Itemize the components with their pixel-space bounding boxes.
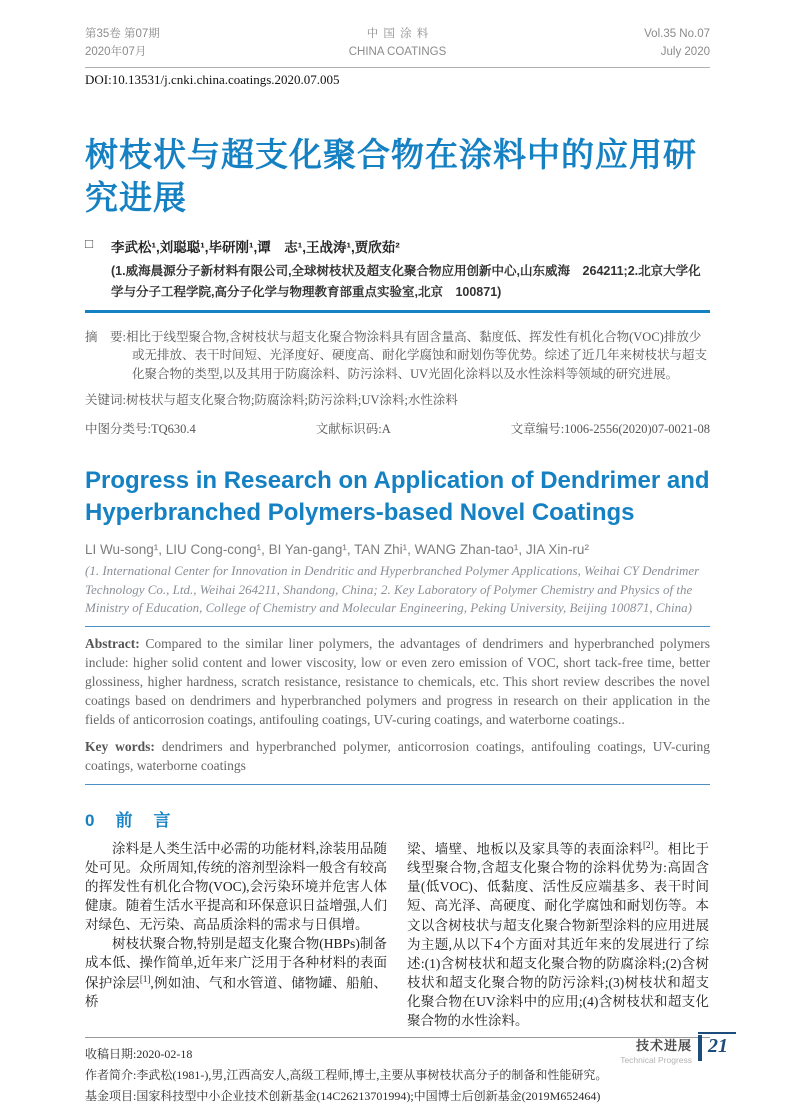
- affiliation-cn: (1.威海晨源分子新材料有限公司,全球树枝状及超支化聚合物应用创新中心,山东威海 264211;2.北京大学化学与分子工程学院,高分子化学与物理教育部重点实验室,北京 100871): [111, 264, 701, 300]
- journal-name-cn: 中国涂料: [366, 28, 434, 40]
- keywords-en-text: dendrimers and hyperbranched polymer, anticorrosion coatings, antifouling coatings, UV-curing coatings, waterborne coatings: [85, 738, 710, 773]
- abstract-cn-text: 相比于线型聚合物,含树枝状与超支化聚合物涂料具有固含量高、黏度低、挥发性有机化合物(VOC)排放少或无排放、表干时间短、光泽度好、硬度高、耐化学腐蚀和耐划伤等优势。综述了近几年来树枝状与超支化聚合物的类型,以及其用于防腐涂料、防污涂料、UV光固化涂料以及水性涂料等领域的研究进展。: [125, 329, 708, 382]
- abstract-section-cn: [85, 328, 710, 439]
- article-id: 文章编号:1006-2556(2020)07-0021-08: [510, 421, 710, 436]
- volume-issue-en: Vol.35 No.07: [644, 28, 710, 40]
- body-column-left: [85, 839, 387, 1031]
- abstract-en-text: Compared to the similar liner polymers, the advantages of dendrimers and hyperbranched polymers include: higher solid content and lower viscosity, low or even zero emission of VOC, short tack-free time, better glossiness, higher hardness, scratch resistance, resistance to chemicals, etc. This short review describes the novel coatings based on dendrimers and hyperbranched polymers and progress in research on their application in the fields of anticorrosion coatings, antifouling coatings, UV-curing coatings, and waterborne coatings..: [85, 636, 711, 727]
- abstract-cn-paragraph: [85, 328, 710, 384]
- body-paragraph-2: 树枝状聚合物,特别是超支化聚合物(HBPs)制备成本低、操作简单,近年来广泛用于各种材料的表面保护涂层[1],例如油、气和水管道、储物罐、船舶、桥: [85, 936, 388, 1010]
- section-heading-0: 0 前 言: [85, 810, 173, 830]
- doi-line: DOI:10.13531/j.cnki.china.coatings.2020.07.005: [85, 71, 340, 87]
- footer-section-cn: 技术进展: [635, 1038, 692, 1053]
- header-divider: [85, 67, 710, 68]
- footnotes: [85, 1044, 710, 1107]
- keywords-cn-label: 关键词:: [85, 392, 126, 407]
- journal-name: [349, 26, 447, 62]
- page-footer: [620, 1032, 736, 1065]
- page-number: 21: [698, 1035, 736, 1061]
- document-code: 文献标识码:A: [315, 421, 391, 436]
- article-title-en: Progress in Research on Application of Dendrimer and Hyperbranched Polymers-based Novel Coatings: [85, 467, 710, 527]
- volume-issue-cn: 第35卷 第07期: [85, 28, 160, 40]
- blue-divider-thin-1: [85, 626, 710, 627]
- authors-cn-row: [85, 236, 710, 256]
- blue-divider-thin-2: [85, 784, 710, 785]
- author-marker-square: □: [85, 236, 94, 252]
- body-columns: [85, 839, 710, 1031]
- keywords-cn-text: 树枝状与超支化聚合物;防腐涂料;防污涂料;UV涂料;水性涂料: [125, 392, 458, 407]
- footnote-divider: [85, 1037, 710, 1038]
- keywords-en-label: Key words:: [85, 738, 155, 754]
- body-column-right: [407, 839, 709, 1031]
- issue-info-cn: [85, 26, 245, 62]
- issue-info-en: [550, 26, 710, 62]
- abstract-section-en: [85, 635, 710, 775]
- body-paragraph-1: 涂料是人类生活中必需的功能材料,涂装用品随处可见。众所周知,传统的溶剂型涂料一般含有较高的挥发性有机化合物(VOC),会污染环境并危害人体健康。随着生活水平提高和环保意识日益增强,人们对绿色、无污染、高品质涂料的需求与日俱增。: [85, 840, 387, 933]
- affiliation-en: (1. International Center for Innovation in Dendritic and Hyperbranched Polymer Applications, Weihai CY Dendrimer Technology Co., Ltd., Weihai 264211, Shandong, China; 2. Key Laboratory of Polymer Chemistry and Physics of the Ministry of Education, College of Chemistry and Molecular Engineering, Peking University, Beijing 100871, China): [85, 562, 700, 616]
- journal-name-en: CHINA COATINGS: [348, 45, 447, 58]
- blue-divider-thick: [85, 310, 710, 313]
- date-cn: 2020年07月: [85, 45, 147, 58]
- classification-row: [85, 420, 710, 439]
- footnote-received-date: 收稿日期:2020-02-18: [85, 1046, 193, 1061]
- abstract-en-paragraph: [85, 635, 710, 729]
- page-number-box: [698, 1032, 736, 1061]
- footnote-funding: 基金项目:国家科技型中小企业技术创新基金(14C26213701994);中国博士后创新基金(2019M652464): [85, 1088, 601, 1103]
- footer-section-labels: [620, 1035, 692, 1065]
- date-en: July 2020: [660, 45, 710, 58]
- article-title-cn: 树枝状与超支化聚合物在涂料中的应用研究进展: [85, 135, 697, 216]
- authors-en: LI Wu-song¹, LIU Cong-cong¹, BI Yan-gang¹, TAN Zhi¹, WANG Zhan-tao¹, JIA Xin-ru²: [85, 541, 589, 557]
- clc-number: 中图分类号:TQ630.4: [85, 421, 196, 436]
- abstract-cn-label: 摘 要:: [85, 329, 126, 344]
- keywords-cn-paragraph: [85, 391, 710, 410]
- keywords-en-paragraph: [85, 738, 710, 776]
- abstract-en-label: Abstract:: [85, 636, 140, 652]
- footnote-author-bio: 作者简介:李武松(1981-),男,江西高安人,高级工程师,博士,主要从事树枝状高分子的制备和性能研究。: [85, 1067, 608, 1082]
- authors-cn: 李武松¹,刘聪聪¹,毕研刚¹,谭 志¹,王战涛¹,贾欣茹²: [111, 240, 400, 256]
- footer-section-en: Technical Progress: [620, 1055, 692, 1065]
- body-paragraph-2-continued: 梁、墙壁、地板以及家具等的表面涂料[2]。相比于线型聚合物,含超支化聚合物的涂料优势为:高固含量(低VOC)、低黏度、活性反应端基多、表干时间短、高光泽、高硬度、耐化学腐蚀和耐划伤等。本文以含树枝状与超支化聚合物新型涂料的应用进展为主题,从以下4个方面对其近年来的发展进行了综述:(1)含树枝状和超支化聚合物的防腐涂料;(2)含树枝状和超支化聚合物的防污涂料;(3)树枝状和超支化聚合物在UV涂料中的应用;(4)含树枝状和超支化聚合物的水性涂料。: [407, 839, 710, 1029]
- journal-header: [85, 26, 710, 62]
